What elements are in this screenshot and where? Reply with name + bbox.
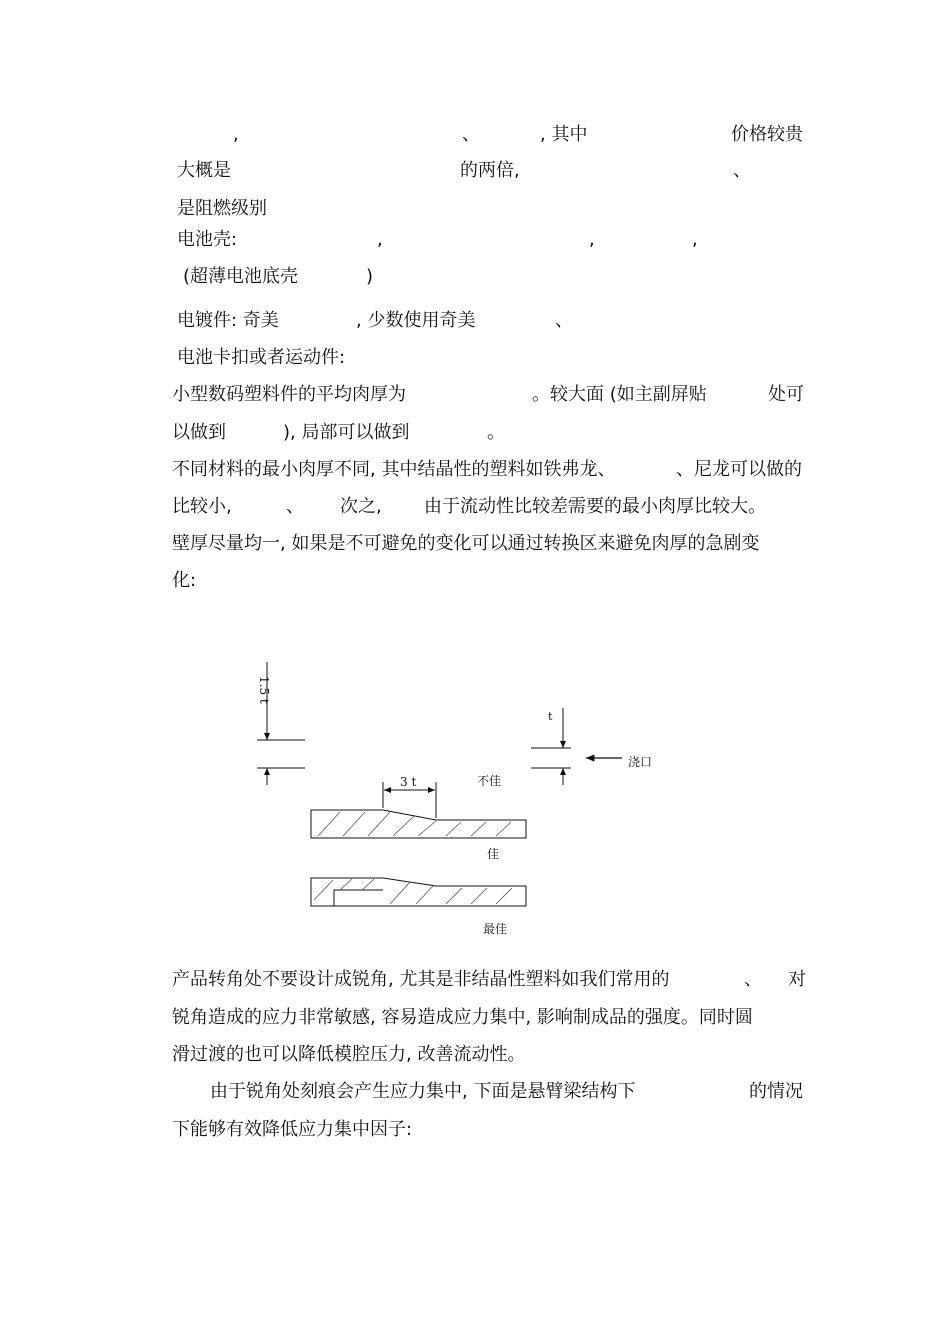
text-line-11-a: 比较小, [172, 496, 232, 517]
text-line-10-b: 、尼龙可以做的 [676, 459, 802, 480]
text-line-9-b: ), 局部可以做到 [283, 422, 410, 443]
text-line-17-a: 由于锐角处刻痕会产生应力集中, 下面是悬臂梁结构下 [210, 1081, 636, 1102]
text-line-8-c: 处可 [768, 384, 804, 405]
text-line-4-b: , [377, 229, 383, 250]
text-line-7: 电池卡扣或者运动件: [177, 347, 346, 368]
text-line-15: 锐角造成的应力非常敏感, 容易造成应力集中, 影响制成品的强度。同时圆 [172, 1007, 753, 1028]
text-line-13: 化: [172, 570, 197, 591]
text-line-17-b: 的情况 [749, 1081, 803, 1102]
text-line-9-c: 。 [487, 422, 505, 443]
text-line-5-b: ) [366, 266, 374, 287]
text-line-16: 滑过渡的也可以降低模腔压力, 改善流动性。 [172, 1044, 526, 1065]
text-line-14-a: 产品转角处不要设计成锐角, 尤其是非结晶性塑料如我们常用的 [172, 969, 670, 990]
text-line-18: 下能够有效降低应力集中因子: [172, 1119, 413, 1140]
text-line-12: 壁厚尽量均一, 如果是不可避免的变化可以通过转换区来避免肉厚的急剧变 [172, 533, 760, 554]
part-profile-best [311, 878, 526, 906]
text-line-4-d: , [692, 229, 698, 250]
text-line-2-b: 的两倍, [460, 160, 520, 181]
text-line-11-b: 、 [286, 496, 304, 517]
dimension-label-3t: 3 t [400, 775, 417, 789]
text-line-9-a: 以做到 [172, 422, 226, 443]
text-line-8-b: 。较大面 (如主副屏贴 [532, 384, 707, 405]
text-line-5-a: (超薄电池底壳 [183, 266, 299, 287]
text-line-4-c: , [589, 229, 595, 250]
dimension-label-t: t [548, 710, 553, 723]
text-line-11-d: 由于流动性比较差需要的最小肉厚比较大。 [424, 496, 766, 517]
gate-label: 浇口 [628, 755, 653, 769]
part-profile-good [311, 810, 526, 838]
text-line-6-c: 、 [555, 310, 573, 331]
text-line-1-b: 、 [462, 124, 480, 145]
text-line-10-a: 不同材料的最小肉厚不同, 其中结晶性的塑料如铁弗龙、 [172, 459, 616, 480]
label-good: 佳 [487, 847, 500, 861]
label-best: 最佳 [483, 922, 508, 936]
text-line-14-c: 对 [788, 969, 806, 990]
text-line-11-c: 次之, [340, 496, 382, 517]
text-line-14-b: 、 [744, 969, 762, 990]
text-line-2-a: 大概是 [177, 160, 231, 181]
text-line-1-c: , 其中 [540, 124, 588, 145]
text-line-1-d: 价格较贵 [731, 124, 803, 145]
dimension-label-1-5t: 1.5 t [257, 676, 271, 704]
text-line-6-a: 电镀件: 奇美 [177, 310, 279, 331]
label-bad: 不佳 [477, 774, 502, 788]
text-line-6-b: , 少数使用奇美 [356, 310, 476, 331]
text-line-3: 是阻燃级别 [177, 198, 267, 219]
text-line-2-c: 、 [733, 160, 751, 181]
text-line-8-a: 小型数码塑料件的平均肉厚为 [172, 384, 406, 405]
text-line-4-a: 电池壳: [177, 229, 238, 250]
text-line-1-a: , [233, 124, 239, 145]
